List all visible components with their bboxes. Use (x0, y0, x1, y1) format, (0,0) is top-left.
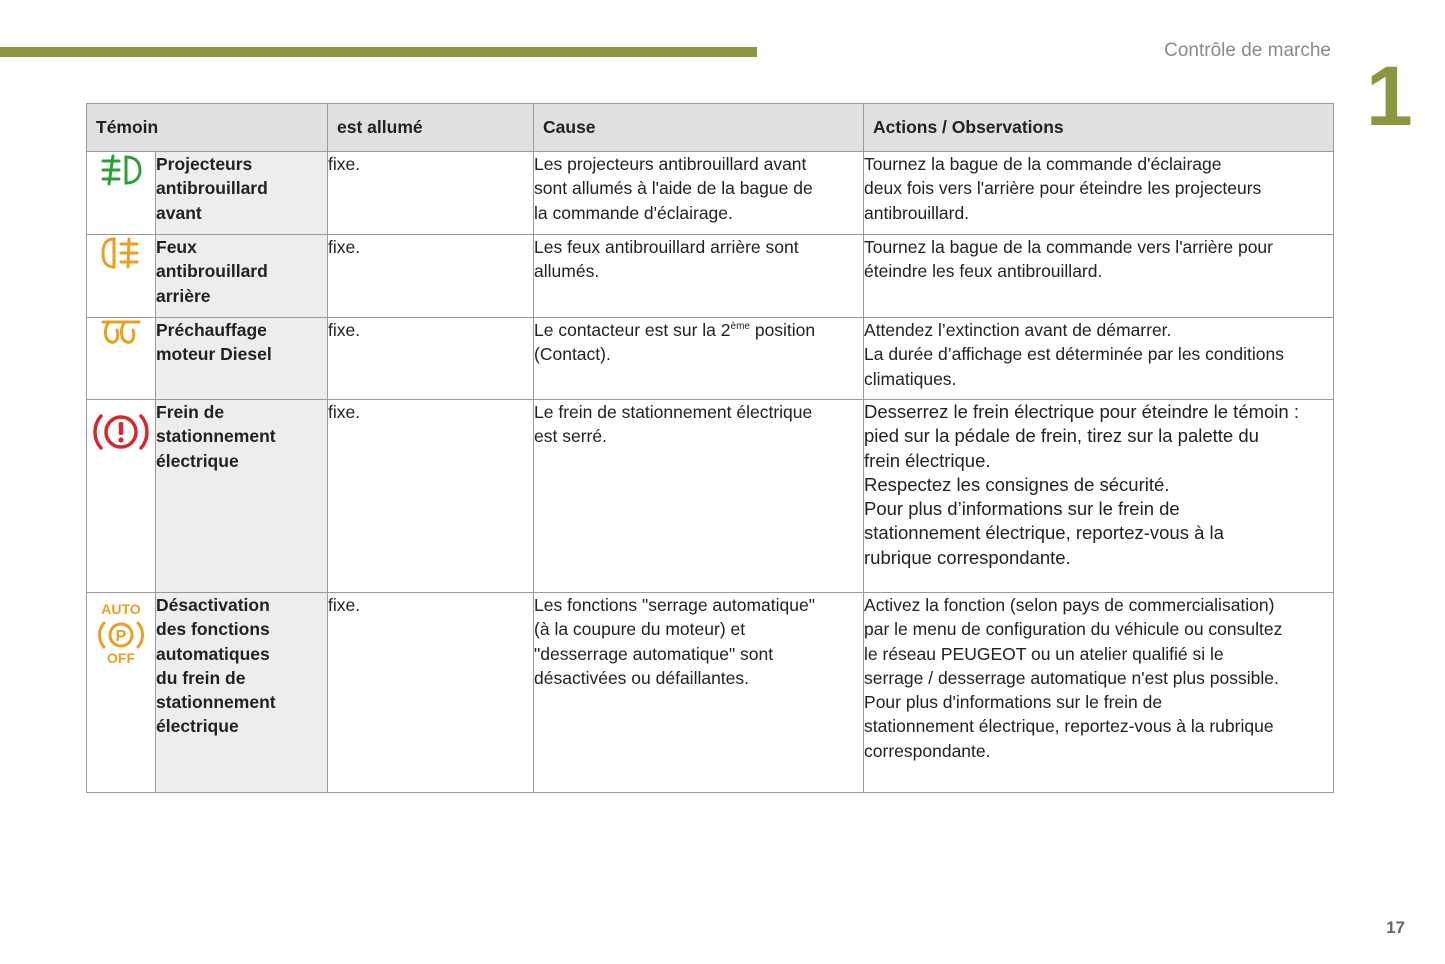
table-row (87, 593, 1334, 793)
icon-cell (87, 318, 156, 400)
table-row (87, 152, 1334, 235)
cause-cell: Le contacteur est sur la 2ème position (Contact). (534, 318, 864, 400)
table-row (87, 400, 1334, 593)
cause-cell: Les projecteurs antibrouillard avant sont allumés à l'aide de la bague de la commande d'éclairage. (534, 152, 864, 235)
svg-text:P: P (115, 628, 127, 645)
state-cell: fixe. (328, 152, 534, 235)
state-cell: fixe. (328, 593, 534, 793)
table-header-row (87, 104, 1334, 152)
table-row (87, 235, 1334, 318)
icon-cell (87, 593, 156, 793)
warning-lights-table (86, 103, 1334, 793)
light-name-cell: Désactivation des fonctions automatiques du frein de stationnement électrique (156, 593, 328, 793)
section-title: Contrôle de marche (1164, 40, 1331, 61)
light-name-cell: Frein de stationnement électrique (156, 400, 328, 593)
light-name-cell: Projecteurs antibrouillard avant (156, 152, 328, 235)
diesel-preheat-icon (101, 318, 141, 348)
svg-text:OFF: OFF (107, 650, 135, 666)
front-fog-light-icon (99, 152, 143, 188)
icon-cell (87, 235, 156, 318)
page-number: 17 (1386, 918, 1405, 937)
state-cell: fixe. (328, 235, 534, 318)
column-header-allume: est allumé (328, 104, 534, 152)
light-name-cell: Préchauffage moteur Diesel (156, 318, 328, 400)
column-header-temoin: Témoin (87, 104, 328, 152)
actions-cell: Activez la fonction (selon pays de commercialisation) par le menu de configuration du véhicule ou consultez le réseau PEUGEOT ou un atelier qualifié si le serrage / desserrage automatique n'est plus possible. Pour plus d'informations sur le frein de stationnement électrique, reportez-vous à la rubrique correspondante. (864, 593, 1334, 793)
auto-parking-brake-off-icon (93, 601, 149, 667)
svg-text:AUTO: AUTO (101, 601, 141, 617)
cause-cell: Les feux antibrouillard arrière sont allumés. (534, 235, 864, 318)
state-cell: fixe. (328, 400, 534, 593)
actions-cell: Attendez l’extinction avant de démarrer. La durée d’affichage est déterminée par les conditions climatiques. (864, 318, 1334, 400)
table-row (87, 318, 1334, 400)
actions-cell: Desserrez le frein électrique pour éteindre le témoin : pied sur la pédale de frein, tirez sur la palette du frein électrique. Respectez les consignes de sécurité. Pour plus d’informations sur le frein de stationnement électrique, reportez-vous à la rubrique correspondante. (864, 400, 1334, 593)
parking-brake-icon (91, 408, 151, 456)
cause-cell: Les fonctions "serrage automatique" (à la coupure du moteur) et "desserrage automatique" sont désactivées ou défaillantes. (534, 593, 864, 793)
light-name-cell: Feux antibrouillard arrière (156, 235, 328, 318)
column-header-cause: Cause (534, 104, 864, 152)
state-cell: fixe. (328, 318, 534, 400)
actions-cell: Tournez la bague de la commande vers l'arrière pour éteindre les feux antibrouillard. (864, 235, 1334, 318)
chapter-number: 1 (1366, 49, 1413, 143)
icon-cell (87, 152, 156, 235)
header-accent-bar (0, 47, 757, 57)
rear-fog-light-icon (101, 235, 141, 271)
column-header-actions: Actions / Observations (864, 104, 1334, 152)
actions-cell: Tournez la bague de la commande d'éclairage deux fois vers l'arrière pour éteindre les projecteurs antibrouillard. (864, 152, 1334, 235)
icon-cell (87, 400, 156, 593)
cause-cell: Le frein de stationnement électrique est serré. (534, 400, 864, 593)
